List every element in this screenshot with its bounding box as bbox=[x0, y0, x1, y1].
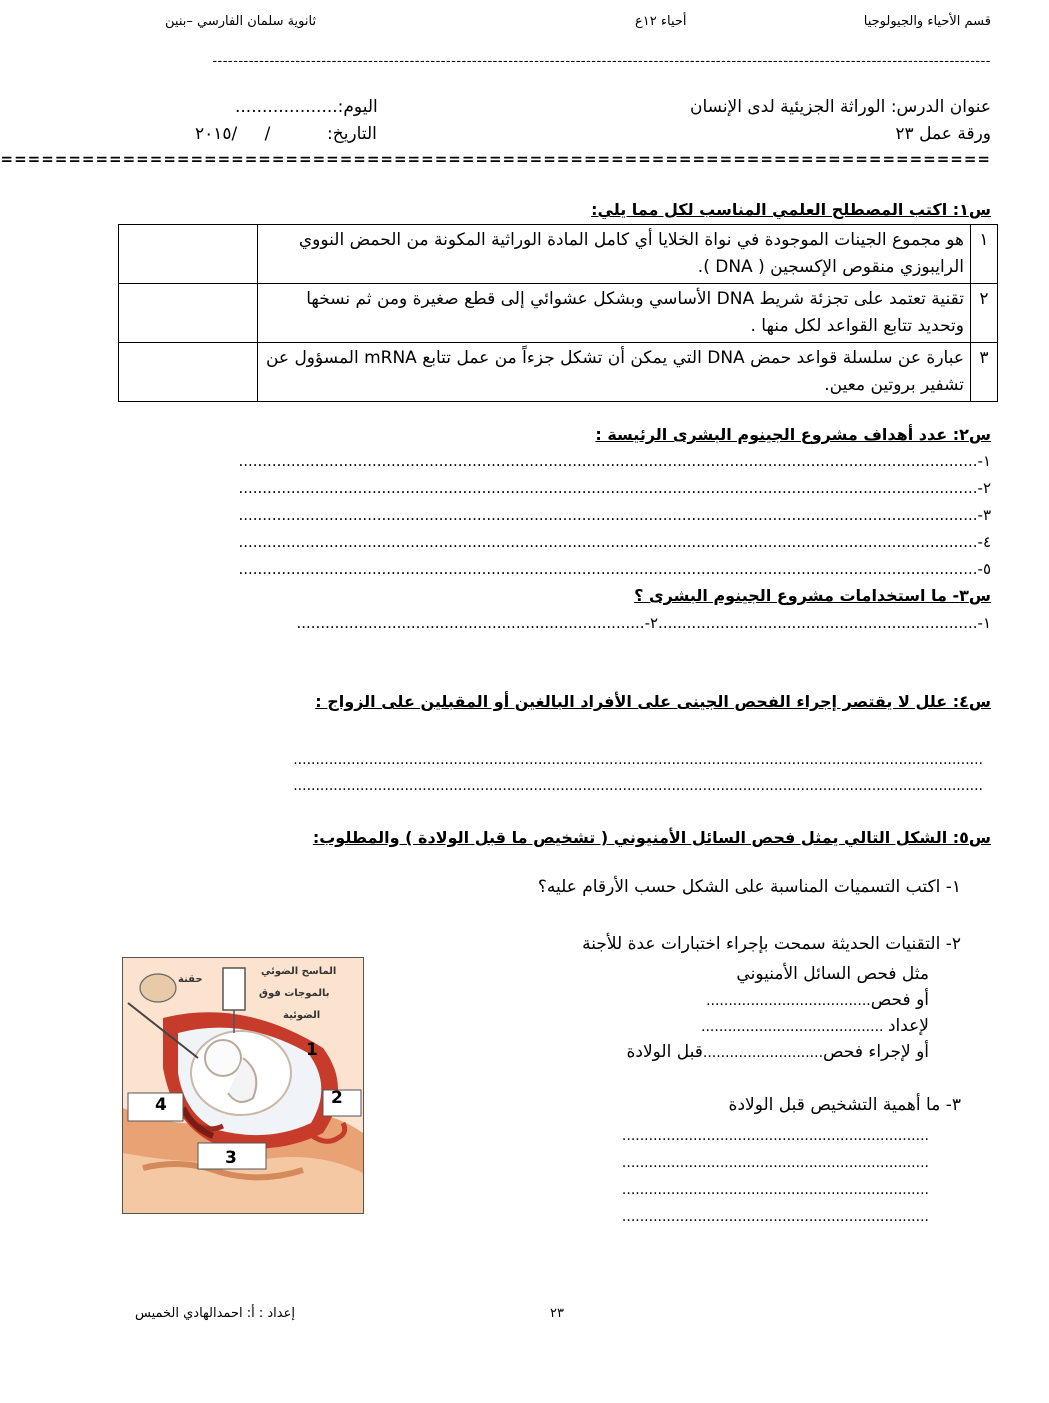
q5-sub2-line5[interactable]: أو لإجراء فحص...........................قبل الولادة bbox=[626, 1042, 929, 1062]
answer-cell[interactable] bbox=[119, 343, 258, 402]
day-field: اليوم:................... bbox=[235, 97, 378, 117]
answer-line[interactable]: ٤-........................................................................................................................................................... bbox=[238, 533, 991, 551]
q5-title: س٥: الشكل التالي يمثل فحص السائل الأمنيوني ( تشخيص ما قبل الولادة ) والمطلوب: bbox=[312, 828, 991, 847]
figure-number-2: 2 bbox=[331, 1088, 343, 1108]
item-number: ٢- bbox=[644, 614, 659, 632]
answer-line[interactable]: ..................................................................... bbox=[621, 1155, 929, 1171]
figure-number-4: 4 bbox=[155, 1095, 167, 1115]
scanner-label-line2: بالموجات فوق bbox=[259, 988, 330, 999]
answer-line[interactable]: ........................................................................................................................................................... bbox=[293, 778, 983, 794]
sheet-number: ورقة عمل ٢٣ bbox=[895, 124, 991, 144]
before-birth-label: قبل الولادة bbox=[626, 1042, 703, 1062]
q5-sub1: ١- اكتب التسميات المناسبة على الشكل حسب الأرقام عليه؟ bbox=[537, 877, 961, 897]
q2-title: س٢: عدد أهداف مشروع الجينوم البشرى الرئيسة : bbox=[595, 425, 991, 444]
double-divider: ========================================================================= bbox=[0, 150, 991, 168]
answer-line[interactable]: ..................................................................... bbox=[621, 1182, 929, 1198]
page-number: ٢٣ bbox=[550, 1306, 564, 1321]
answer-cell[interactable] bbox=[119, 284, 258, 343]
figure-number-1: 1 bbox=[306, 1040, 318, 1060]
amniocentesis-figure bbox=[122, 957, 364, 1214]
lesson-title: عنوان الدرس: الوراثة الجزيئية لدى الإنسان bbox=[689, 97, 991, 117]
answer-cell[interactable] bbox=[119, 225, 258, 284]
q1-title: س١: اكتب المصطلح العلمي المناسب لكل مما يلي: bbox=[591, 200, 991, 219]
answer-line[interactable]: ٥-........................................................................................................................................................... bbox=[238, 560, 991, 578]
table-row bbox=[119, 225, 998, 284]
item-number: ١- bbox=[977, 614, 991, 632]
answer-line[interactable]: ٣-........................................................................................................................................................... bbox=[238, 506, 991, 524]
q4-title: س٤: علل لا يقتصر إجراء الفحص الجينى على الأفراد البالغين أو المقبلين على الزواج : bbox=[315, 692, 991, 711]
table-row bbox=[119, 284, 998, 343]
or-exam-label: أو فحص bbox=[870, 990, 929, 1010]
date-label: التاريخ: bbox=[327, 124, 377, 144]
answer-line[interactable]: ٢-........................................................................................................................................................... bbox=[238, 479, 991, 497]
date-value: / /٢٠١٥ bbox=[195, 124, 271, 144]
answer-line[interactable]: ١-...................................................................٢-......................................................................... bbox=[296, 614, 991, 632]
q5-sub2-line3[interactable]: أو فحص..................................... bbox=[706, 990, 929, 1010]
q5-sub2-line4[interactable]: لإعداد ......................................... bbox=[701, 1016, 929, 1036]
or-perform-exam-label: أو لإجراء فحص bbox=[823, 1042, 929, 1062]
figure-number-3: 3 bbox=[225, 1148, 237, 1168]
q1-table bbox=[118, 224, 998, 402]
row-number: ٢ bbox=[971, 284, 998, 343]
needle-label: حقنة bbox=[178, 974, 203, 985]
item-number: ٢- bbox=[977, 479, 991, 497]
department-name: قسم الأحياء والجيولوجيا bbox=[863, 14, 991, 29]
answer-line[interactable]: ..................................................................... bbox=[621, 1128, 929, 1144]
item-number: ٣- bbox=[977, 506, 991, 524]
row-number: ١ bbox=[971, 225, 998, 284]
q3-title: س٣- ما استخدامات مشروع الجينوم البشرى ؟ bbox=[634, 586, 991, 605]
dashed-divider: ------------------------------------------------------------------------------------------------------------------------------------------------------ bbox=[212, 54, 991, 69]
row-description: هو مجموع الجينات الموجودة في نواة الخلايا أي كامل المادة الوراثية المكونة من الحمض النووي الرايبوزي منقوص الإكسجين ( DNA ). bbox=[258, 225, 971, 284]
q5-sub3: ٣- ما أهمية التشخيص قبل الولادة bbox=[728, 1095, 961, 1115]
table-row bbox=[119, 343, 998, 402]
item-number: ١- bbox=[977, 452, 991, 470]
item-number: ٥- bbox=[977, 560, 991, 578]
row-description: تقنية تعتمد على تجزئة شريط DNA الأساسي وبشكل عشوائي إلى قطع صغيرة ومن ثم نسخها وتحديد تتابع القواعد لكل منها . bbox=[258, 284, 971, 343]
answer-line[interactable]: ........................................................................................................................................................... bbox=[293, 752, 983, 768]
answer-line[interactable]: ١-........................................................................................................................................................... bbox=[238, 452, 991, 470]
footer-author: إعداد : أ: احمدالهادي الخميس bbox=[135, 1306, 295, 1321]
row-number: ٣ bbox=[971, 343, 998, 402]
q5-sub2-line2: مثل فحص السائل الأمنيوني bbox=[736, 964, 929, 984]
prepare-label: لإعداد bbox=[887, 1016, 929, 1036]
item-number: ٤- bbox=[977, 533, 991, 551]
answer-line[interactable]: ..................................................................... bbox=[621, 1209, 929, 1225]
subject-name: أحياء ١٢ع bbox=[635, 14, 687, 29]
q5-sub2-line1: ٢- التقنيات الحديثة سمحت بإجراء اختبارات عدة للأجنة bbox=[582, 934, 961, 954]
scanner-label-line3: الضوئية bbox=[283, 1010, 321, 1021]
row-description: عبارة عن سلسلة قواعد حمض DNA التي يمكن أن تشكل جزءاً من عمل تتابع mRNA المسؤول عن تشفير بروتين معين. bbox=[258, 343, 971, 402]
scanner-label-line1: الماسح الضوئي bbox=[261, 966, 337, 977]
school-name: ثانوية سلمان الفارسي –بنين bbox=[165, 14, 317, 29]
